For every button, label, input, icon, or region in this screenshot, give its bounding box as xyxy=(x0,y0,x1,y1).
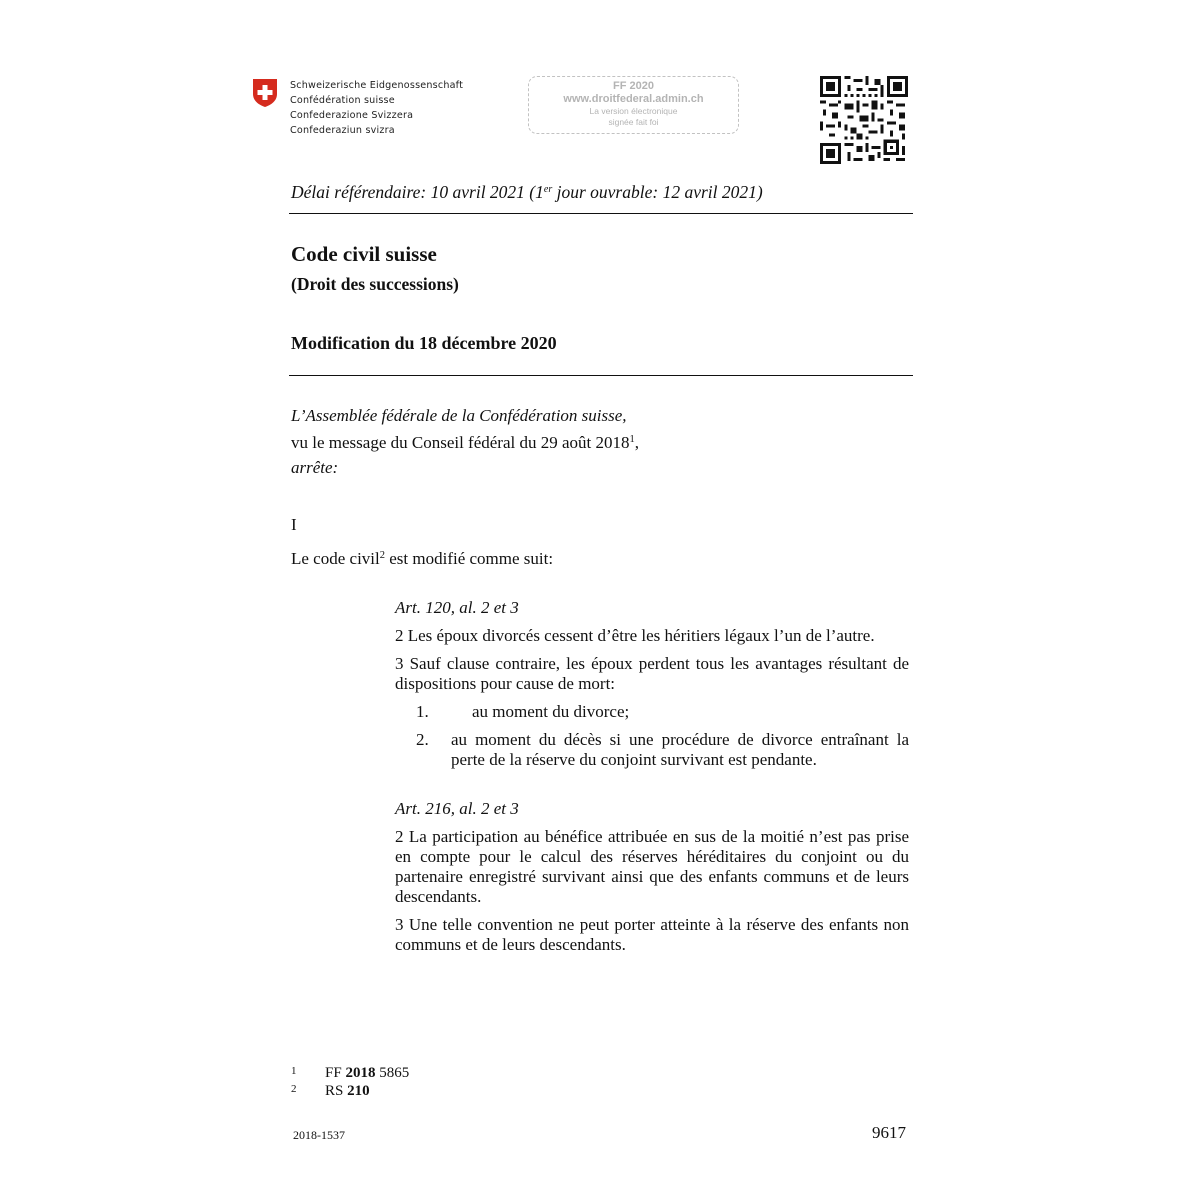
deadline-sup: er xyxy=(543,184,553,195)
swiss-cross-icon xyxy=(252,78,278,108)
article-paragraph: 3 Une telle convention ne peut porter atteinte à la réserve des enfants non communs et de leurs descendants. xyxy=(395,915,909,954)
confederation-line-fr: Confédération suisse xyxy=(290,95,395,106)
document-number: 2018-1537 xyxy=(293,1128,345,1142)
footnote-ref-2[interactable]: 2 xyxy=(379,550,385,561)
preamble-line-1: L’Assemblée fédérale de la Confédération suisse, xyxy=(291,406,627,425)
list-number: 2. xyxy=(416,730,429,749)
stamp-line-1: FF 2020 xyxy=(613,80,654,92)
article-120 xyxy=(395,598,909,770)
footnote-number: 2 xyxy=(291,1083,297,1095)
list-item xyxy=(416,702,909,722)
referendum-deadline xyxy=(291,182,763,203)
list-text: au moment du divorce; xyxy=(472,702,630,721)
footnote-1 xyxy=(291,1063,409,1081)
preamble-comma: , xyxy=(634,433,640,452)
preamble-message: vu le message du Conseil fédéral du 29 août 2018 xyxy=(291,433,630,452)
divider-title xyxy=(289,375,913,376)
article-paragraph: 2 La participation au bénéfice attribuée en sus de la moitié n’est pas prise en compte pour le calcul des réserves héréditaires du conjoint ou du partenaire enregistré survivant ainsi que des enfants communs et de leurs descendants. xyxy=(395,827,909,906)
list-text: au moment du décès si une procédure de divorce entraînant la perte de la réserve du conjoint survivant est pendante. xyxy=(451,730,909,769)
confederation-line-rm: Confederaziun svizra xyxy=(290,125,395,136)
qr-code-icon xyxy=(820,76,908,164)
article-heading: Art. 120, al. 2 et 3 xyxy=(395,598,519,617)
intro-text: Le code civil xyxy=(291,549,380,568)
footnote-2 xyxy=(291,1081,409,1099)
confederation-line-it: Confederazione Svizzera xyxy=(290,110,414,121)
footnote-suffix: 5865 xyxy=(375,1065,410,1081)
footnote-bold: 210 xyxy=(347,1083,370,1099)
page-number: 9617 xyxy=(872,1123,906,1142)
intro-end: est modifié comme suit: xyxy=(385,549,554,568)
footnote-number: 1 xyxy=(291,1065,297,1077)
article-paragraph: 3 Sauf clause contraire, les époux perdent tous les avantages résultant de dispositions pour cause de mort: xyxy=(395,654,909,693)
publication-stamp xyxy=(528,76,739,134)
divider-top xyxy=(289,213,913,214)
confederation-names xyxy=(290,78,463,138)
footnotes xyxy=(291,1063,409,1099)
section-number: I xyxy=(291,515,297,534)
page-subtitle: (Droit des successions) xyxy=(291,274,459,294)
list-number: 1. xyxy=(416,702,429,721)
footnote-ref-1[interactable]: 1 xyxy=(629,434,635,445)
deadline-prefix: Délai référendaire: 10 avril 2021 (1 xyxy=(291,182,544,202)
stamp-line-3: La version électronique xyxy=(589,106,678,116)
footnote-prefix: FF xyxy=(325,1065,346,1081)
confederation-line-de: Schweizerische Eidgenossenschaft xyxy=(290,80,464,91)
article-paragraph: 2 Les époux divorcés cessent d’être les héritiers légaux l’un de l’autre. xyxy=(395,626,875,645)
stamp-line-4: signée fait foi xyxy=(608,117,659,127)
article-216 xyxy=(395,799,909,955)
stamp-line-2: www.droitfederal.admin.ch xyxy=(563,93,704,105)
article-heading: Art. 216, al. 2 et 3 xyxy=(395,799,519,818)
intro-line xyxy=(291,549,553,569)
footnote-prefix: RS xyxy=(325,1083,348,1099)
deadline-suffix: jour ouvrable: 12 avril 2021) xyxy=(552,182,763,202)
list-item xyxy=(416,730,909,770)
preamble-line-2 xyxy=(291,433,639,453)
footnote-bold: 2018 xyxy=(345,1065,376,1081)
preamble-line-3: arrête: xyxy=(291,458,339,477)
modification-date: Modification du 18 décembre 2020 xyxy=(291,333,557,353)
page-title: Code civil suisse xyxy=(291,242,437,266)
